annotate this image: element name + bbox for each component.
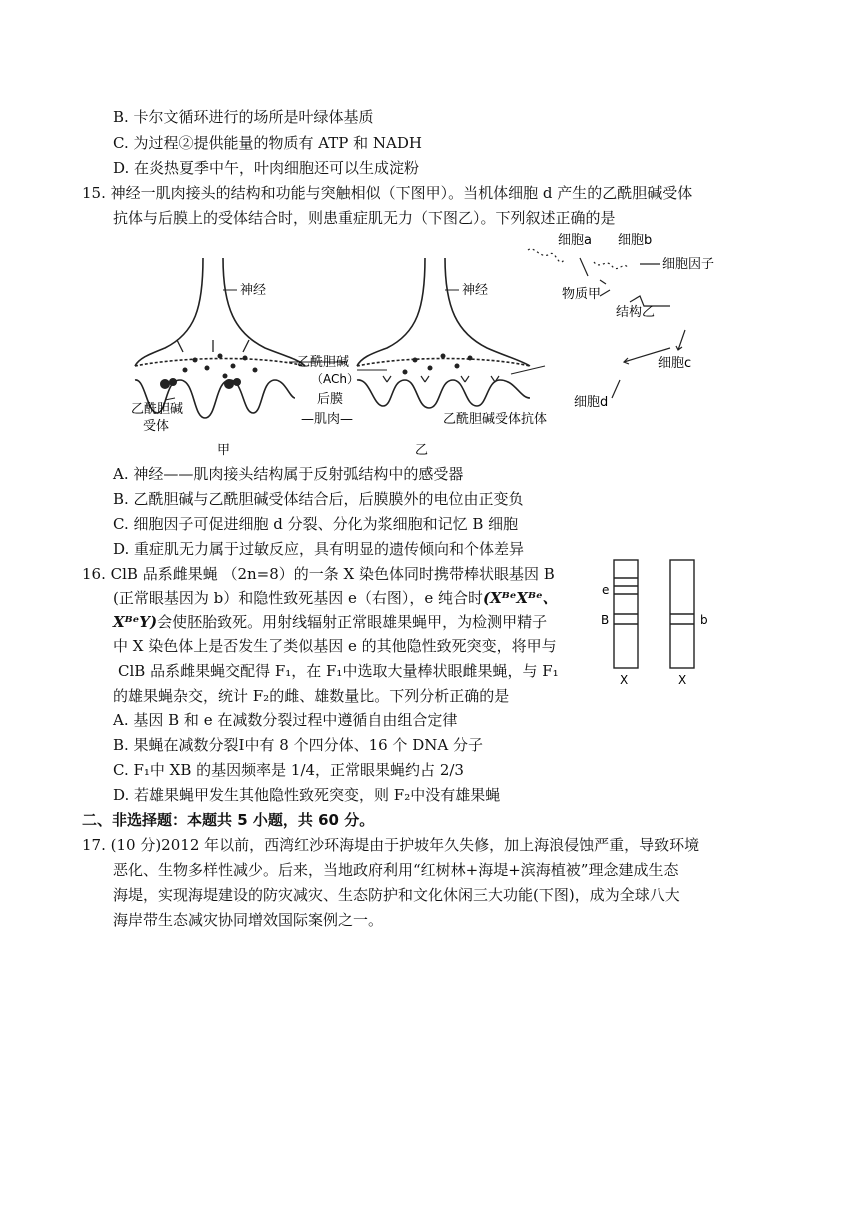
- q16-genotype-1: (XᴮᵉXᴮᵉ、: [483, 589, 558, 607]
- chromosome-figure: [598, 556, 718, 688]
- q15-option-a: A. 神经——肌肉接头结构属于反射弧结构中的感受器: [113, 465, 464, 483]
- q17-line1: 17. (10 分)2012 年以前，西湾红沙环海堤由于护坡年久失修，加上海浪侵蚀严重，导致环境: [82, 836, 700, 854]
- label-receptor-1: 乙酰胆碱: [131, 402, 184, 417]
- panel-jia-arrows: [177, 340, 249, 352]
- q16-line4: 中 X 染色体上是否发生了类似基因 e 的其他隐性致死突变，将甲与: [113, 637, 557, 655]
- q15-stem-line1: 15. 神经一肌肉接头的结构和功能与突触相似（下图甲）。当机体细胞 d 产生的乙酰胆碱受体: [82, 184, 693, 202]
- q16-line2: (正常眼基因为 b）和隐性致死基因 e（右图），e 纯合时(XᴮᵉXᴮᵉ、: [113, 589, 558, 607]
- q17-line2: 恶化、生物多样性减少。后来，当地政府利用“红树林+海堤+滨海植被”理念建成生态: [113, 861, 679, 879]
- panel-yi-vesicles: [403, 354, 473, 375]
- label-cytokine: 细胞因子: [662, 257, 715, 272]
- label-nerve-right: 神经: [462, 283, 489, 298]
- label-structure-yi: 结构乙: [616, 305, 656, 320]
- gene-e-label: e: [602, 583, 610, 597]
- section-2-heading: 二、非选择题：本题共 5 小题，共 60 分。: [82, 811, 375, 829]
- q14-option-b: B. 卡尔文循环进行的场所是叶绿体基质: [113, 108, 374, 126]
- label-cell-c: 细胞c: [658, 356, 692, 371]
- label-cell-d: 细胞d: [574, 395, 609, 410]
- label-ach-2: （ACh）: [311, 372, 359, 386]
- q15-option-d: D. 重症肌无力属于过敏反应，具有明显的遗传倾向和个体差异: [113, 540, 525, 558]
- q16-genotype-2: XᴮᵉY): [113, 613, 158, 631]
- panel-yi-nerve-terminal: [357, 258, 530, 366]
- q14-option-c: C. 为过程②提供能量的物质有 ATP 和 NADH: [113, 134, 422, 152]
- panel-jia-vesicles: [183, 354, 258, 379]
- panel-jia-nerve-terminal: [135, 258, 305, 366]
- q15-option-b: B. 乙酰胆碱与乙酰胆碱受体结合后，后膜膜外的电位由正变负: [113, 490, 524, 508]
- q17-line4: 海岸带生态减灾协同增效国际案例之一。: [113, 911, 384, 929]
- gene-B-label: B: [601, 613, 610, 627]
- label-nerve-left: 神经: [240, 283, 267, 298]
- q15-option-c: C. 细胞因子可促进细胞 d 分裂、分化为浆细胞和记忆 B 细胞: [113, 515, 519, 533]
- q16-line3: XᴮᵉY)会使胚胎致死。用射线辐射正常眼雄果蝇甲，为检测甲精子: [113, 613, 548, 631]
- q16-line5: ClB 品系雌果蝇交配得 F₁，在 F₁中选取大量棒状眼雌果蝇，与 F₁: [118, 662, 559, 680]
- label-panel-yi: 乙: [415, 443, 429, 458]
- label-cell-a: 细胞a: [558, 233, 592, 248]
- q16-option-d: D. 若雄果蝇甲发生其他隐性致死突变，则 F₂中没有雄果蝇: [113, 786, 501, 804]
- neuromuscular-junction-figure: [125, 248, 555, 460]
- label-substance-jia: 物质甲: [562, 287, 602, 302]
- label-panel-jia: 甲: [217, 443, 231, 458]
- q15-stem-line2: 抗体与后膜上的受体结合时，则患重症肌无力（下图乙）。下列叙述正确的是: [113, 209, 616, 227]
- chrom-label-left: X: [620, 673, 629, 687]
- label-receptor-2: 受体: [143, 419, 170, 434]
- gene-b-label: b: [700, 613, 708, 627]
- label-cell-b: 细胞b: [618, 233, 653, 248]
- q14-option-d: D. 在炎热夏季中午，叶肉细胞还可以生成淀粉: [113, 159, 420, 177]
- label-post-membrane: 后膜: [317, 392, 344, 407]
- label-ach-1: 乙酰胆碱: [297, 355, 350, 370]
- label-antibody: 乙酰胆碱受体抗体: [443, 412, 548, 427]
- immune-cells-figure: [520, 230, 725, 415]
- q17-line3: 海堤，实现海堤建设的防灾减灾、生态防护和文化休闲三大功能(下图)，成为全球八大: [113, 886, 680, 904]
- chrom-label-right: X: [678, 673, 687, 687]
- label-muscle: —肌肉—: [301, 412, 354, 427]
- q16-option-c: C. F₁中 XB 的基因频率是 1/4，正常眼果蝇约占 2/3: [113, 761, 464, 779]
- q16-option-a: A. 基因 B 和 e 在减数分裂过程中遵循自由组合定律: [113, 711, 458, 729]
- panel-jia-receptor-clusters: [160, 378, 241, 389]
- q16-line6: 的雄果蝇杂交，统计 F₂的雌、雄数量比。下列分析正确的是: [113, 687, 510, 705]
- q16-option-b: B. 果蝇在减数分裂Ⅰ中有 8 个四分体、16 个 DNA 分子: [113, 736, 483, 754]
- q16-line1: 16. ClB 品系雌果蝇 （2n=8）的一条 X 染色体同时携带棒状眼基因 B: [82, 565, 555, 583]
- panel-yi-post-membrane: [357, 380, 530, 408]
